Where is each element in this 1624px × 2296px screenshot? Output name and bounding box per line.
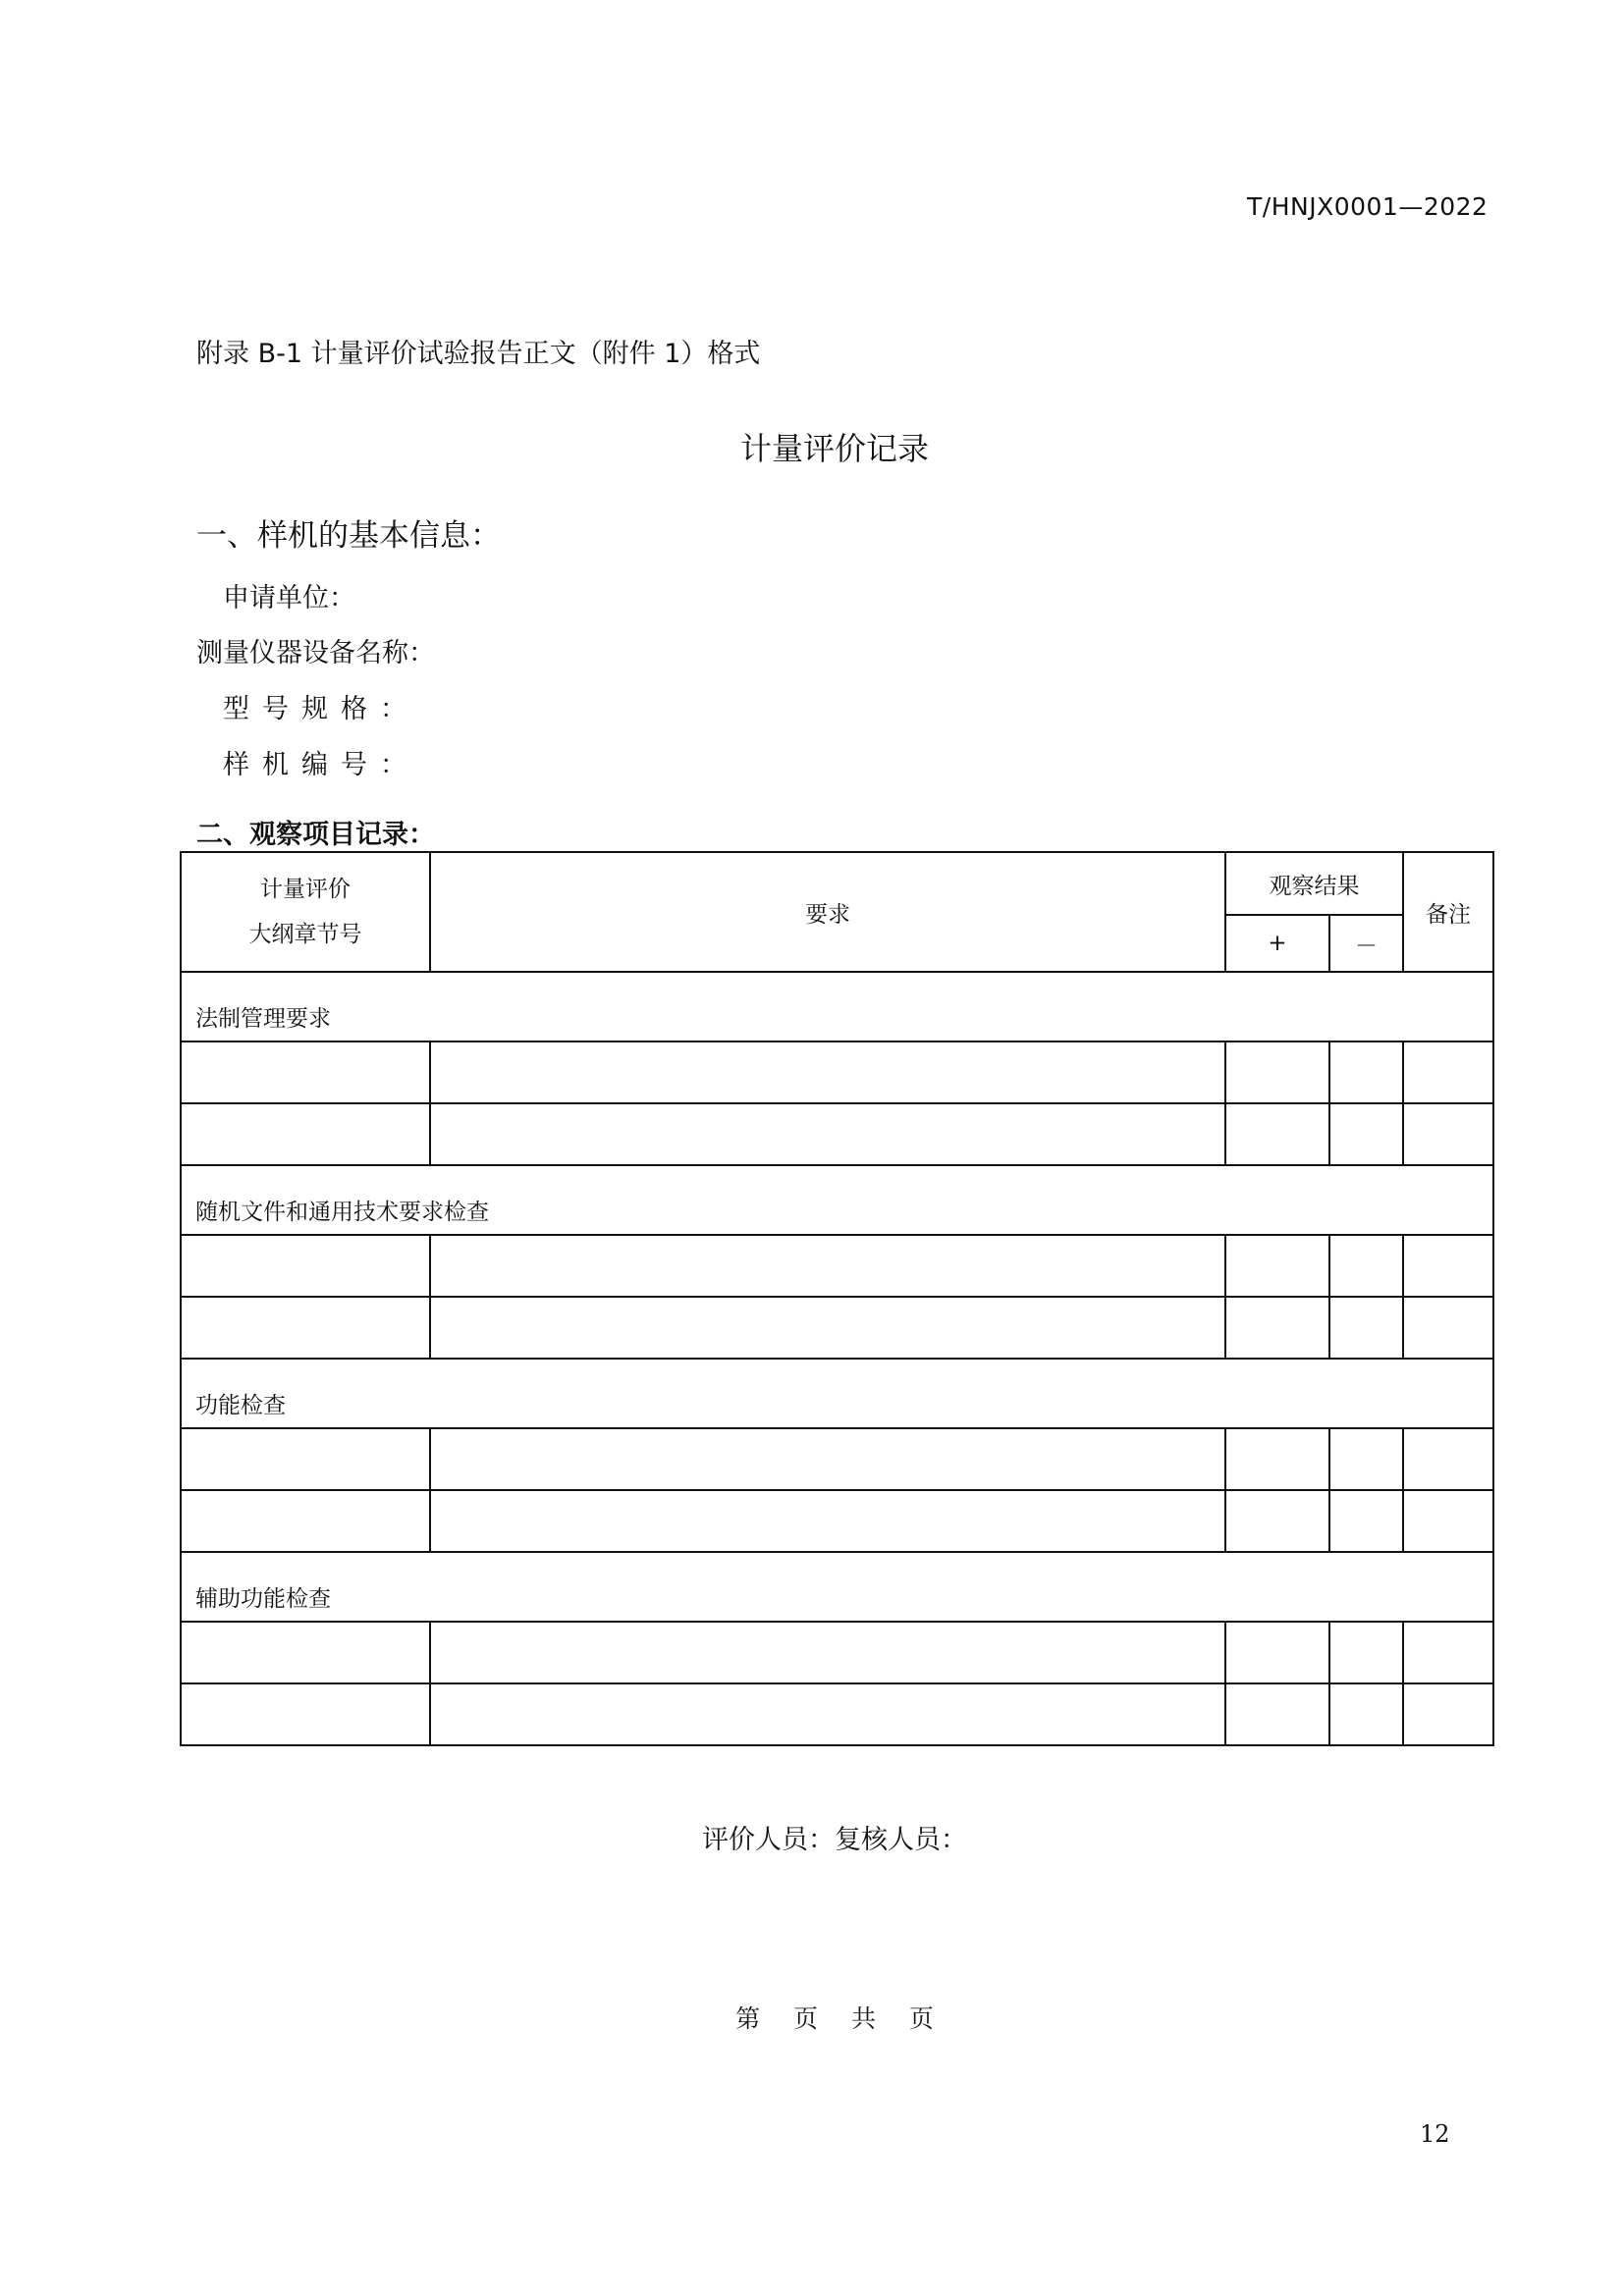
table-row: [181, 1041, 1493, 1103]
signers-line: 评价人员：复核人员：: [702, 1825, 967, 1855]
header-requirement: 要求: [430, 852, 1225, 972]
table-row: [181, 1297, 1493, 1359]
table-row: [181, 1428, 1493, 1490]
field-sample-number: 样机编号：: [223, 750, 419, 780]
page-counter: 第 页 共 页: [735, 2004, 934, 2033]
category-aux-function-check: 辅助功能检查: [181, 1552, 1493, 1622]
section1-heading: 一、样机的基本信息：: [196, 518, 501, 554]
field-instrument-name: 测量仪器设备名称：: [196, 638, 435, 668]
header-minus: －: [1329, 915, 1403, 972]
category-legal-management: 法制管理要求: [181, 972, 1493, 1041]
field-applicant: 申请单位：: [223, 583, 355, 614]
header-section-number-line1: 计量评价: [260, 877, 351, 902]
category-documents-general-tech: 随机文件和通用技术要求检查: [181, 1165, 1493, 1235]
header-section-number-line2: 大纲章节号: [248, 922, 362, 947]
document-title: 计量评价记录: [739, 430, 929, 467]
table-row: [181, 1103, 1493, 1165]
field-model-spec: 型号规格：: [223, 694, 419, 724]
table-row: [181, 1622, 1493, 1683]
header-observation-result: 观察结果: [1225, 852, 1403, 915]
section2-heading: 二、观察项目记录：: [196, 820, 435, 850]
header-plus: +: [1225, 915, 1329, 972]
page-number: 12: [1420, 2120, 1450, 2148]
table-row: [181, 1683, 1493, 1745]
header-section-number: [181, 852, 430, 972]
category-function-check: 功能检查: [181, 1359, 1493, 1428]
appendix-title: 附录 B-1 计量评价试验报告正文（附件 1）格式: [196, 339, 761, 369]
standard-code: T/HNJX0001—2022: [1247, 192, 1489, 221]
header-remarks: 备注: [1403, 852, 1493, 972]
observation-table: [180, 851, 1494, 1746]
table-row: [181, 1235, 1493, 1297]
table-row: [181, 1490, 1493, 1552]
